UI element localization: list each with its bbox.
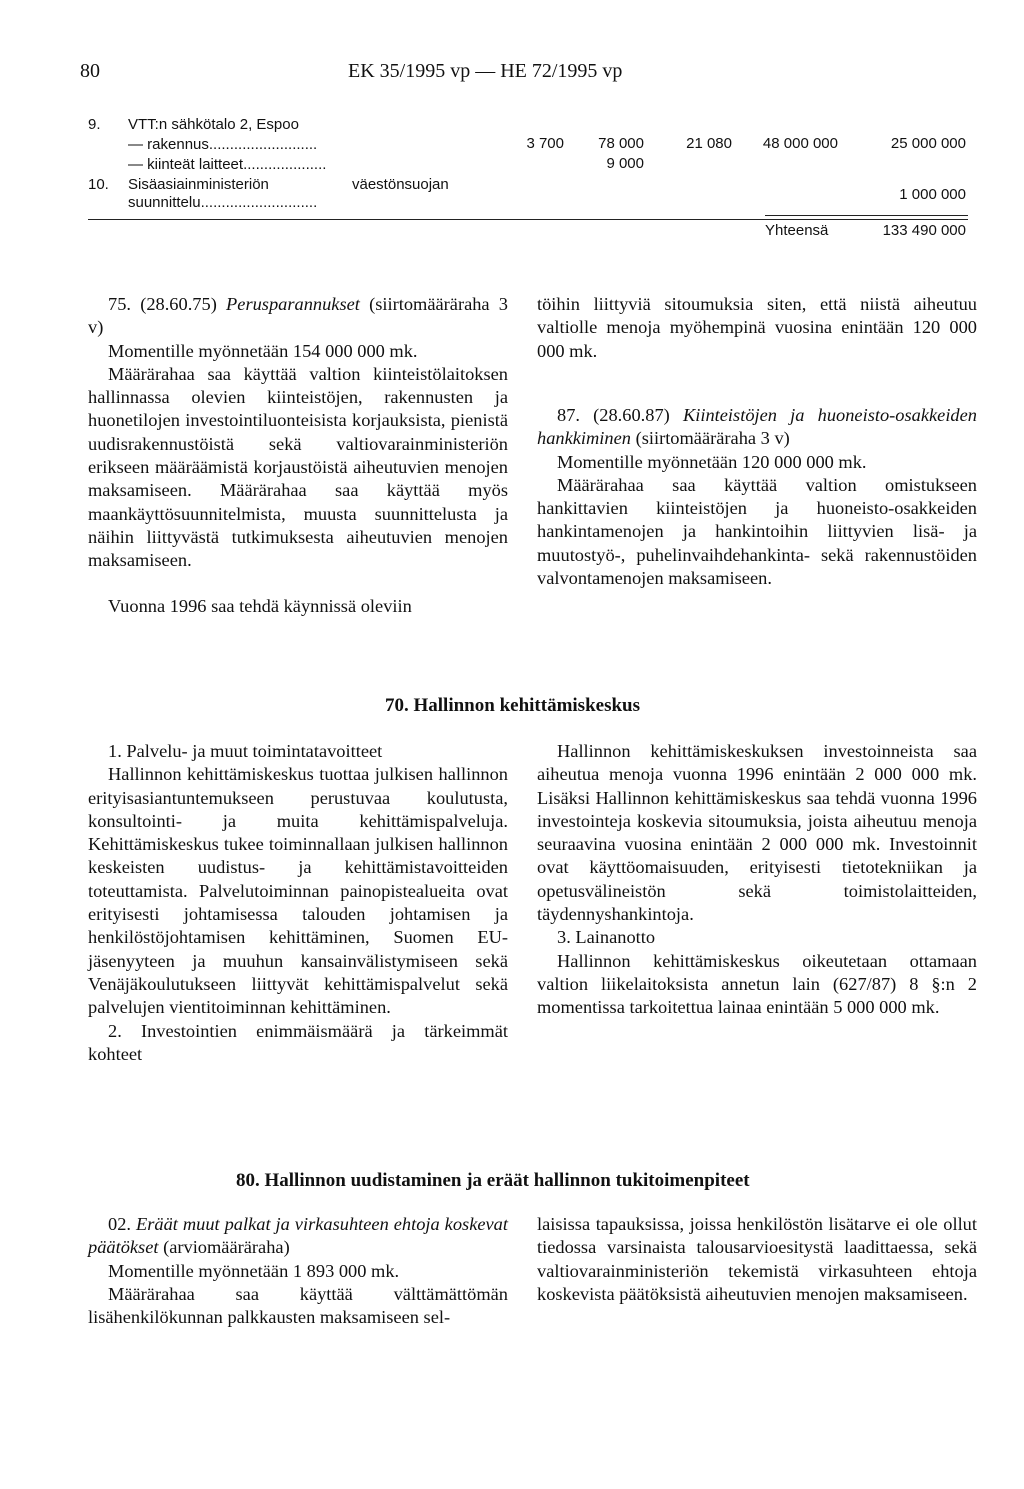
page-number: 80 [80, 60, 100, 82]
item-heading: 02. Eräät muut palkat ja virkasuhteen ehtoja koskevat päätökset (arviomääräraha) [88, 1214, 508, 1258]
paragraph: Hallinnon kehittämiskeskus tuottaa julkisen hallinnon erityisasiantuntemukseen perustuvaa koulutusta, konsultointi- ja muita kehittämispalveluja. Kehittämiskeskus tukee toiminnallaan julkisen hallinnon keskeisten uudistus- ja kehittämistavoitteiden toteuttamista. Palvelutoiminnan painopistealueita ovat erityisesti johtamisessa talouden johtamisen ja henkilöstöjohtamisen kehittäminen, Suomen EU-jäsenyyteen ja muuhun kansainvälistymiseen sekä Venäjäkoulutukseen liittyvät kehittämispalvelut sekä palvelujen vientitoiminnan kehittäminen. [88, 764, 508, 1018]
subheading: 3. Lainanotto [557, 927, 656, 948]
subheading: 2. Investointien enimmäismäärä ja tärkeimmät kohteet [88, 1020, 508, 1064]
table-cell: 1 000 000 [899, 186, 966, 203]
item-heading: 75. (28.60.75) Perusparannukset (siirtomääräraha 3 v) [88, 294, 508, 338]
section-70-right [537, 740, 977, 1020]
section-80-right [537, 1213, 977, 1306]
table-cell: 3 700 [526, 135, 564, 152]
total-value: 133 490 000 [882, 222, 966, 239]
paragraph: Vuonna 1996 saa tehdä käynnissä oleviin [108, 596, 412, 616]
paragraph-tail: töihin liittyviä sitoumuksia siten, että niistä aiheutuu valtiolle menoja myöhempinä vuosina enintään 120 000 000 mk. [537, 294, 977, 361]
paragraph: Hallinnon kehittämiskeskus oikeutetaan ottamaan valtion liikelaitoksista annetun lain (627/87) 8 §:n 2 momentissa tarkoitettua lainaa enintään 5 000 000 mk. [537, 950, 977, 1018]
table-row-title: Sisäasiainministeriön [128, 176, 269, 193]
paragraph: Määrärahaa saa käyttää välttämättömän lisähenkilökunnan palkkausten maksamiseen sel- [88, 1283, 508, 1328]
table-rule [88, 219, 968, 220]
item-75-continued [88, 595, 508, 618]
table-row-no: 10. [88, 176, 109, 193]
section-title-70: 70. Hallinnon kehittämiskeskus [385, 695, 640, 716]
paragraph: Hallinnon kehittämiskeskuksen investoinneista saa aiheutua menoja vuonna 1996 enintään 2 000 000 mk. Lisäksi Hallinnon kehittämiskeskus saa tehdä vuonna 1996 investointeja koskevia sitoumuksia, joista aiheutuu menoja seuraavina vuosina enintään 2 000 000 mk. Investoinnit ovat käyttöomaisuuden, erityisesti tietotekniikan ja opetusvälineistön sekä toimistolaitteiden, täydennyshankintoja. [537, 741, 977, 925]
table-cell: 21 080 [686, 135, 732, 152]
section-title-80: 80. Hallinnon uudistaminen ja eräät hallinnon tukitoimenpiteet [236, 1170, 750, 1191]
table-cell: 48 000 000 [762, 135, 838, 152]
table-row-no: 9. [88, 116, 101, 133]
subheading: 1. Palvelu- ja muut toimintatavoitteet [108, 741, 383, 761]
table-row-label: suunnittelu............................ [128, 194, 318, 211]
item-87 [537, 404, 977, 590]
item-75-tail [537, 293, 977, 363]
table-cell: 9 000 [606, 155, 644, 172]
running-title: EK 35/1995 vp — HE 72/1995 vp [348, 60, 623, 82]
section-80-left [88, 1213, 508, 1329]
table-row-label: — kiinteät laitteet.................... [128, 156, 327, 173]
item-75 [88, 293, 508, 573]
table-cell: 25 000 000 [890, 135, 966, 152]
table-row-label: — rakennus.......................... [128, 136, 318, 153]
paragraph: Momentille myönnetään 120 000 000 mk. [557, 451, 867, 472]
table-row-title: VTT:n sähkötalo 2, Espoo [128, 116, 299, 133]
total-label: Yhteensä [765, 222, 829, 239]
paragraph-tail: laisissa tapauksissa, joissa henkilöstön lisätarve ei ole ollut tiedossa varsinaista talousarvioesitystä laadittaessa, sekä valtiovarainministeriön tekemistä virkasuhteen ehtoja koskevista päätöksistä aiheutuvien menojen maksamiseen. [537, 1214, 977, 1304]
paragraph: Momentille myönnetään 154 000 000 mk. [108, 340, 418, 361]
section-70-left [88, 740, 508, 1066]
table-row-title: väestönsuojan [352, 176, 449, 193]
paragraph: Määrärahaa saa käyttää valtion kiinteistölaitoksen hallinnassa olevien kiinteistöjen, rakennusten ja huonetilojen investointiluonteisista korjauksista, pienistä uudisrakennustöistä sekä valtiovarainministeriön erikseen määräämistä korjaustöistä aiheutuvien menojen maksamiseen. Määrärahaa saa käyttää myös maankäyttösuunnitelmista, muusta suunnittelusta ja näihin liittyvästä tutkimuksesta aiheutuvien menojen maksamiseen. [88, 363, 508, 571]
paragraph: Momentille myönnetään 1 893 000 mk. [108, 1260, 400, 1281]
paragraph: Määrärahaa saa käyttää valtion omistukseen hankittavien kiinteistöjen ja huoneisto-osakkeiden hankintamenojen ja hankintoihin liittyvien lisä- ja muutostyö-, puhelinvaihdehankinta- sekä rakennustöiden valvontamenojen maksamiseen. [537, 474, 977, 589]
table-cell: 78 000 [598, 135, 644, 152]
table-rule [765, 215, 968, 216]
item-heading: 87. (28.60.87) Kiinteistöjen ja huoneisto-osakkeiden hankkiminen (siirtomääräraha 3 v) [537, 405, 977, 449]
